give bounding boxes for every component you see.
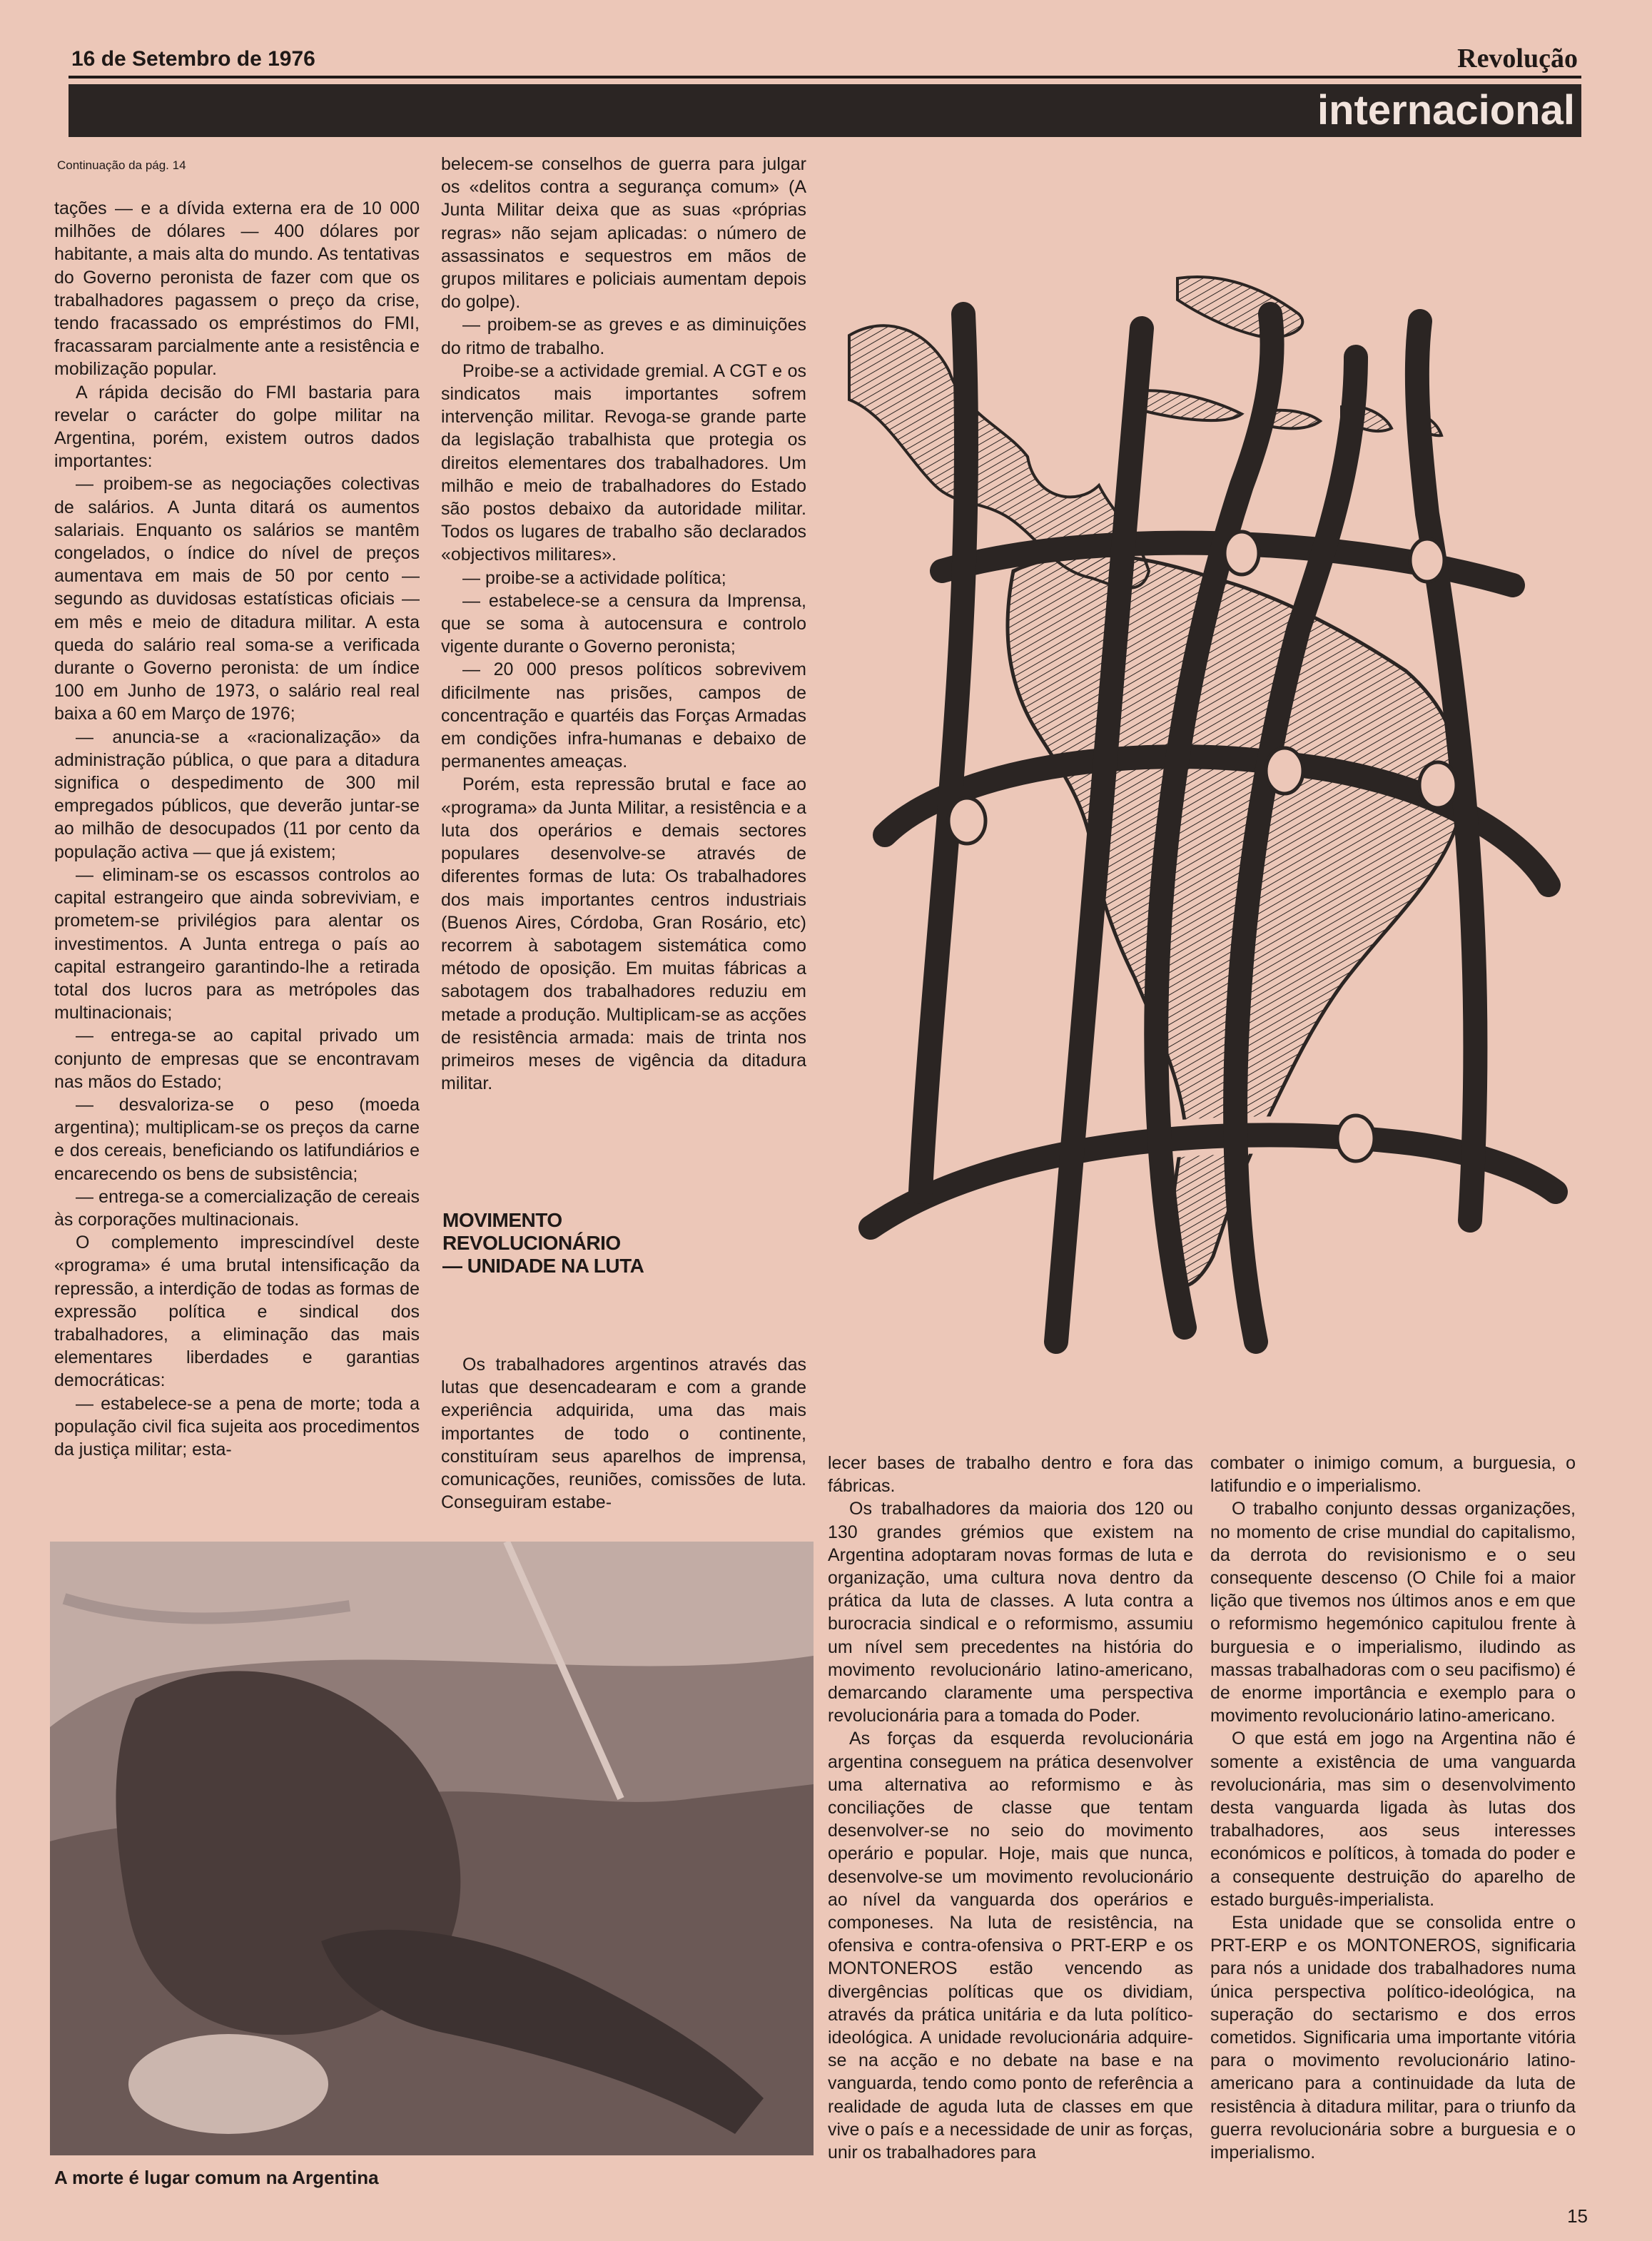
paragraph: Os trabalhadores da maioria dos 120 ou 130 grandes grémios que existem na Argentina adoptaram novas formas de luta e organização, uma cultura nova dentro da prática da luta de classes. A luta contra a burocracia sindical e o reformismo, assumiu um nível sem precedentes na história do movimento revolucionário latino-americano, demarcando claramente uma perspectiva revolucionária para a tomada do Poder. bbox=[828, 1499, 1193, 1726]
subheading-line: REVOLUCIONÁRIO bbox=[442, 1232, 621, 1254]
section-title: internacional bbox=[1317, 87, 1575, 133]
paragraph: lecer bases de trabalho dentro e fora das fábricas. bbox=[828, 1453, 1193, 1497]
paragraph: — desvaloriza-se o peso (moeda argentina); multiplicam-se os preços da carne e dos cereais, beneficiando os latifundiários e encarecendo os bens de subsistência; bbox=[54, 1094, 420, 1184]
article-column-2b bbox=[441, 1353, 806, 1514]
continuation-note: Continuação da pág. 14 bbox=[57, 158, 186, 172]
article-column-4 bbox=[1210, 1452, 1576, 2164]
paragraph: Esta unidade que se consolida entre o PRT-ERP e os MONTONEROS, significaria para nós a unidade dos trabalhadores numa única perspectiva político-ideológica, na superação do sectarismo e dos erros cometidos. Significaria uma importante vitória para o movimento revolucionário latino-americano para a continuidade da luta de resistência à ditadura militar, para o triunfo da guerra revolucionária sobre a burguesia e o imperialismo. bbox=[1210, 1913, 1576, 2163]
paragraph: — proibe-se a actividade política; bbox=[462, 567, 726, 588]
paragraph: — estabelece-se a pena de morte; toda a população civil fica sujeita aos procedimentos da justiça militar; esta- bbox=[54, 1393, 420, 1460]
photo-caption: A morte é lugar comum na Argentina bbox=[54, 2167, 379, 2188]
paragraph: belecem-se conselhos de guerra para julgar os «delitos contra a segurança comum» (A Junta Militar deixa que as suas «próprias regras» não sejam aplicadas: o número de assassinatos e sequestros em mãos de grupos militares e policiais aumentam depois do golpe). bbox=[441, 154, 806, 313]
photo-image bbox=[50, 1542, 814, 2155]
news-photo bbox=[50, 1542, 814, 2155]
page-number: 15 bbox=[1567, 2205, 1588, 2227]
article-column-2 bbox=[441, 153, 806, 1095]
article-column-3 bbox=[828, 1452, 1193, 2164]
paragraph: — anuncia-se a «racionalização» da administração pública, o que para a ditadura significa o despedimento de 300 mil empregados públicos, que deverão juntar-se ao milhão de desocupados (11 por cento da população activa — que já existem; bbox=[54, 727, 420, 862]
paragraph: — entrega-se a comercialização de cereais às corporações multinacionais. bbox=[54, 1186, 420, 1230]
article-column-1 bbox=[54, 197, 420, 1461]
subheading-line: — UNIDADE NA LUTA bbox=[442, 1255, 644, 1277]
issue-date: 16 de Setembro de 1976 bbox=[71, 47, 315, 71]
paragraph: — proibem-se as greves e as diminuições do ritmo de trabalho. bbox=[441, 315, 806, 358]
subheading bbox=[442, 1209, 644, 1278]
header-rule bbox=[69, 76, 1581, 79]
paragraph: As forças da esquerda revolucionária argentina conseguem na prática desenvolver uma alternativa ao reformismo e às conciliações de classe que tentam desenvolver-se no seio do movimento operário e popular. Hoje, mais que nunca, desenvolve-se um movimento revolucionário ao nível da vanguarda dos operários e componeses. Na luta de resistência, na ofensiva e contra-ofensiva o PRT-ERP e os MONTONEROS estão vencendo as divergências políticas que os dividiam, através da prática unitária e da luta político-ideológica. A unidade revolucionária adquire-se na acção e no debate na base e na vanguarda, tendo como ponto de referência a realidade de aguda luta de classes em que vive o país e a necessidade de unir as forças, unir os trabalhadores para bbox=[828, 1729, 1193, 2163]
paragraph: — 20 000 presos políticos sobrevivem dificilmente nas prisões, campos de concentração e quartéis das Forças Armadas em condições infra-humanas e debaixo de permanentes ameaças. bbox=[441, 659, 806, 772]
masthead: Revolução bbox=[1457, 44, 1578, 74]
paragraph: O complemento imprescindível deste «programa» é uma brutal intensificação da repressão, a interdição de todas as formas de expressão política e sindical dos trabalhadores, a eliminação das mais elementares liberdades e garantias democráticas: bbox=[54, 1233, 420, 1391]
paragraph: A rápida decisão do FMI bastaria para revelar o carácter do golpe militar na Argentina, porém, existem outros dados importantes: bbox=[54, 382, 420, 472]
paragraph: combater o inimigo comum, a burguesia, o latifundio e o imperialismo. bbox=[1210, 1453, 1576, 1497]
paragraph: O trabalho conjunto dessas organizações, no momento de crise mundial do capitalismo, da derrota do revisionismo e o seu consequente descenso (O Chile foi a maior lição que tivemos nos últimos anos e em que o reformismo hegemónico capitulou frente à burguesia e o imperialismo, iludindo as massas trabalhadoras com o seu pacifismo) é de enorme importância e exemplo para o movimento revolucionário latino-americano. bbox=[1210, 1499, 1576, 1726]
subheading-line: MOVIMENTO bbox=[442, 1209, 562, 1231]
paragraph: — proibem-se as negociações colectivas de salários. A Junta ditará os aumentos salariais. Enquanto os salários se mantêm congelados, o índice do nível de preços aumentava em mais de 50 por cento — segundo as duvidosas estatísticas oficiais — em mês e meio de ditadura militar. A esta queda do salário real soma-se a verificada durante o Governo peronista: de um índice 100 em Junho de 1973, o salário real real baixa a 60 em Março de 1976; bbox=[54, 474, 420, 724]
paragraph: tações — e a dívida externa era de 10 000 milhões de dólares — 400 dólares por habitante, a mais alta do mundo. As tentativas do Governo peronista de fazer com que os trabalhadores pagassem o preço da crise, tendo fracassado os empréstimos do FMI, fracassaram parcialmente ante a resistência e mobilização popular. bbox=[54, 198, 420, 380]
paragraph: Os trabalhadores argentinos através das lutas que desencadearam e com a grande experiência adquirida, uma das mais importantes de todo o continente, constituíram seus aparelhos de imprensa, comunicações, reuniões, comissões de luta. Conseguiram estabe- bbox=[441, 1355, 806, 1513]
paragraph: — estabelece-se a censura da Imprensa, que se soma à autocensura e controlo vigente durante o Governo peronista; bbox=[441, 590, 806, 657]
paragraph: — eliminam-se os escassos controlos ao capital estrangeiro que ainda sobreviviam, e prometem-se privilégios para alentar os investimentos. A Junta entrega o país ao capital estrangeiro garantindo-lhe a retirada total dos lucros para as metrópoles das multinacionais; bbox=[54, 864, 420, 1023]
paragraph: Proibe-se a actividade gremial. A CGT e os sindicatos mais importantes sofrem intervenção militar. Revoga-se grande parte da legislação trabalhista que protegia os direitos elementares dos trabalhadores. Um milhão e meio de trabalhadores do Estado são postos debaixo da autoridade militar. Todos os lugares de trabalho são declarados «objectivos militares». bbox=[441, 360, 806, 565]
paragraph: — entrega-se ao capital privado um conjunto de empresas que se encontravam nas mãos do Estado; bbox=[54, 1026, 420, 1092]
paragraph: Porém, esta repressão brutal e face ao «programa» da Junta Militar, a resistência e a luta dos operários e demais sectores populares desenvolve-se através de diferentes formas de luta: Os trabalhadores dos mais importantes centros industriais (Buenos Aires, Córdoba, Gran Rosário, etc) recorrem à sabotagem sistemática como método de oposição. Em muitas fábricas a sabotagem dos trabalhadores reduziu em metade a produção. Multiplicam-se as acções de resistência armada: mais de trinta nos primeiros meses de vigência da ditadura militar. bbox=[441, 774, 806, 1094]
caged-continent-illustration bbox=[842, 271, 1591, 1370]
paragraph: O que está em jogo na Argentina não é somente a existência de uma vanguarda revolucionária, mas sim o desenvolvimento desta vanguarda ligada às lutas dos trabalhadores, aos seus interesses económicos e políticos, à tomada do poder e a consequente destruição do aparelho de estado burguês-imperialista. bbox=[1210, 1729, 1576, 1910]
